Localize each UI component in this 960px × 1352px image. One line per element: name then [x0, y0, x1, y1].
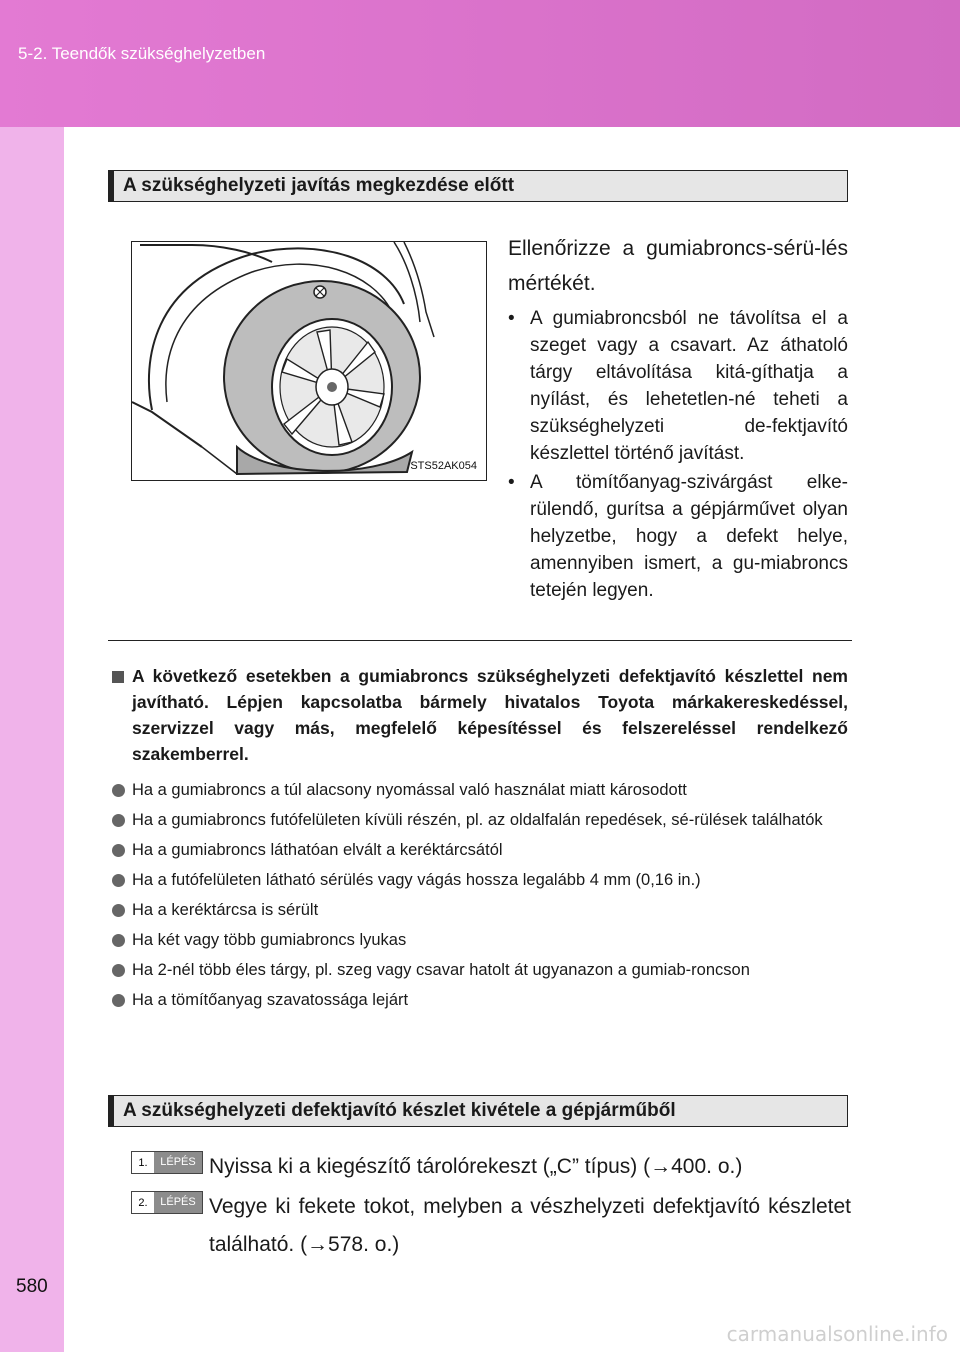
header-band — [0, 0, 960, 127]
list-item: Ha a gumiabroncs a túl alacsony nyomással való használat miatt károsodott — [110, 779, 848, 802]
non-repairable-cases — [110, 663, 848, 1019]
step-list — [131, 1148, 851, 1264]
list-item: Ha a keréktárcsa is sérült — [110, 899, 848, 922]
list-item: Ha 2-nél több éles tárgy, pl. szeg vagy csavar hatolt át ugyanazon a gumiab-roncson — [110, 959, 848, 982]
step-badge: 1. LÉPÉS — [131, 1151, 203, 1174]
step-text: Vegye ki fekete tokot, melyben a vészhelyzeti defektjavító készletet található. (→578. o.) — [209, 1195, 851, 1256]
list-item: Ha a tömítőanyag szavatossága lejárt — [110, 989, 848, 1012]
divider — [108, 640, 852, 641]
flat-tire-drawing — [132, 242, 485, 479]
watermark: carmanualsonline.info — [726, 1322, 948, 1346]
precaution-list — [508, 305, 848, 606]
intro-text: Ellenőrizze a gumiabroncs-sérü-lés mértékét. — [508, 237, 848, 295]
step-2 — [131, 1188, 851, 1264]
figure-code: STS52AK054 — [410, 460, 477, 472]
tire-illustration — [131, 241, 487, 481]
section-breadcrumb: 5-2. Teendők szükséghelyzetben — [18, 44, 266, 63]
section-heading-before-repair: A szükséghelyzeti javítás megkezdése előtt — [108, 170, 848, 202]
condition-list — [110, 779, 848, 1012]
list-item: Ha a gumiabroncs láthatóan elvált a keréktárcsától — [110, 839, 848, 862]
section-heading-kit-removal: A szükséghelyzeti defektjavító készlet kivétele a gépjárműből — [108, 1095, 848, 1127]
step-text: Nyissa ki a kiegészítő tárolórekeszt („C” típus) (→400. o.) — [209, 1155, 743, 1178]
step-badge: 2. LÉPÉS — [131, 1191, 203, 1214]
list-item: • A tömítőanyag-szivárgást elke-rülendő, gurítsa a gépjárművet olyan helyzetbe, hogy a defekt helye, amennyiben ismert, a gu-miabroncs tetején legyen. — [508, 469, 848, 604]
list-item: Ha a gumiabroncs futófelületen kívüli részén, pl. az oldalfalán repedések, sé-rülések találhatók — [110, 809, 848, 832]
list-item: Ha a futófelületen látható sérülés vagy vágás hossza legalább 4 mm (0,16 in.) — [110, 869, 848, 892]
page-number: 580 — [16, 1276, 48, 1297]
warning-title: A következő esetekben a gumiabroncs szükséghelyzeti defektjavító készlettel nem javítható. Lépjen kapcsolatba bármely hivatalos Toyota márkakereskedéssel, szervizzel vagy más, megfelelő képesítéssel és felszereléssel rendelkező szakemberrel. — [110, 663, 848, 767]
list-item: Ha két vagy több gumiabroncs lyukas — [110, 929, 848, 952]
step-1 — [131, 1148, 851, 1186]
list-item: • A gumiabroncsból ne távolítsa el a szeget vagy a csavart. Az áthatoló tárgy eltávolítása kitá-gíthatja a nyílást, és lehetetlen-né teheti a szükséghelyzeti de-fektjavító készlettel történő javítást. — [508, 305, 848, 467]
side-strip — [0, 0, 64, 1352]
